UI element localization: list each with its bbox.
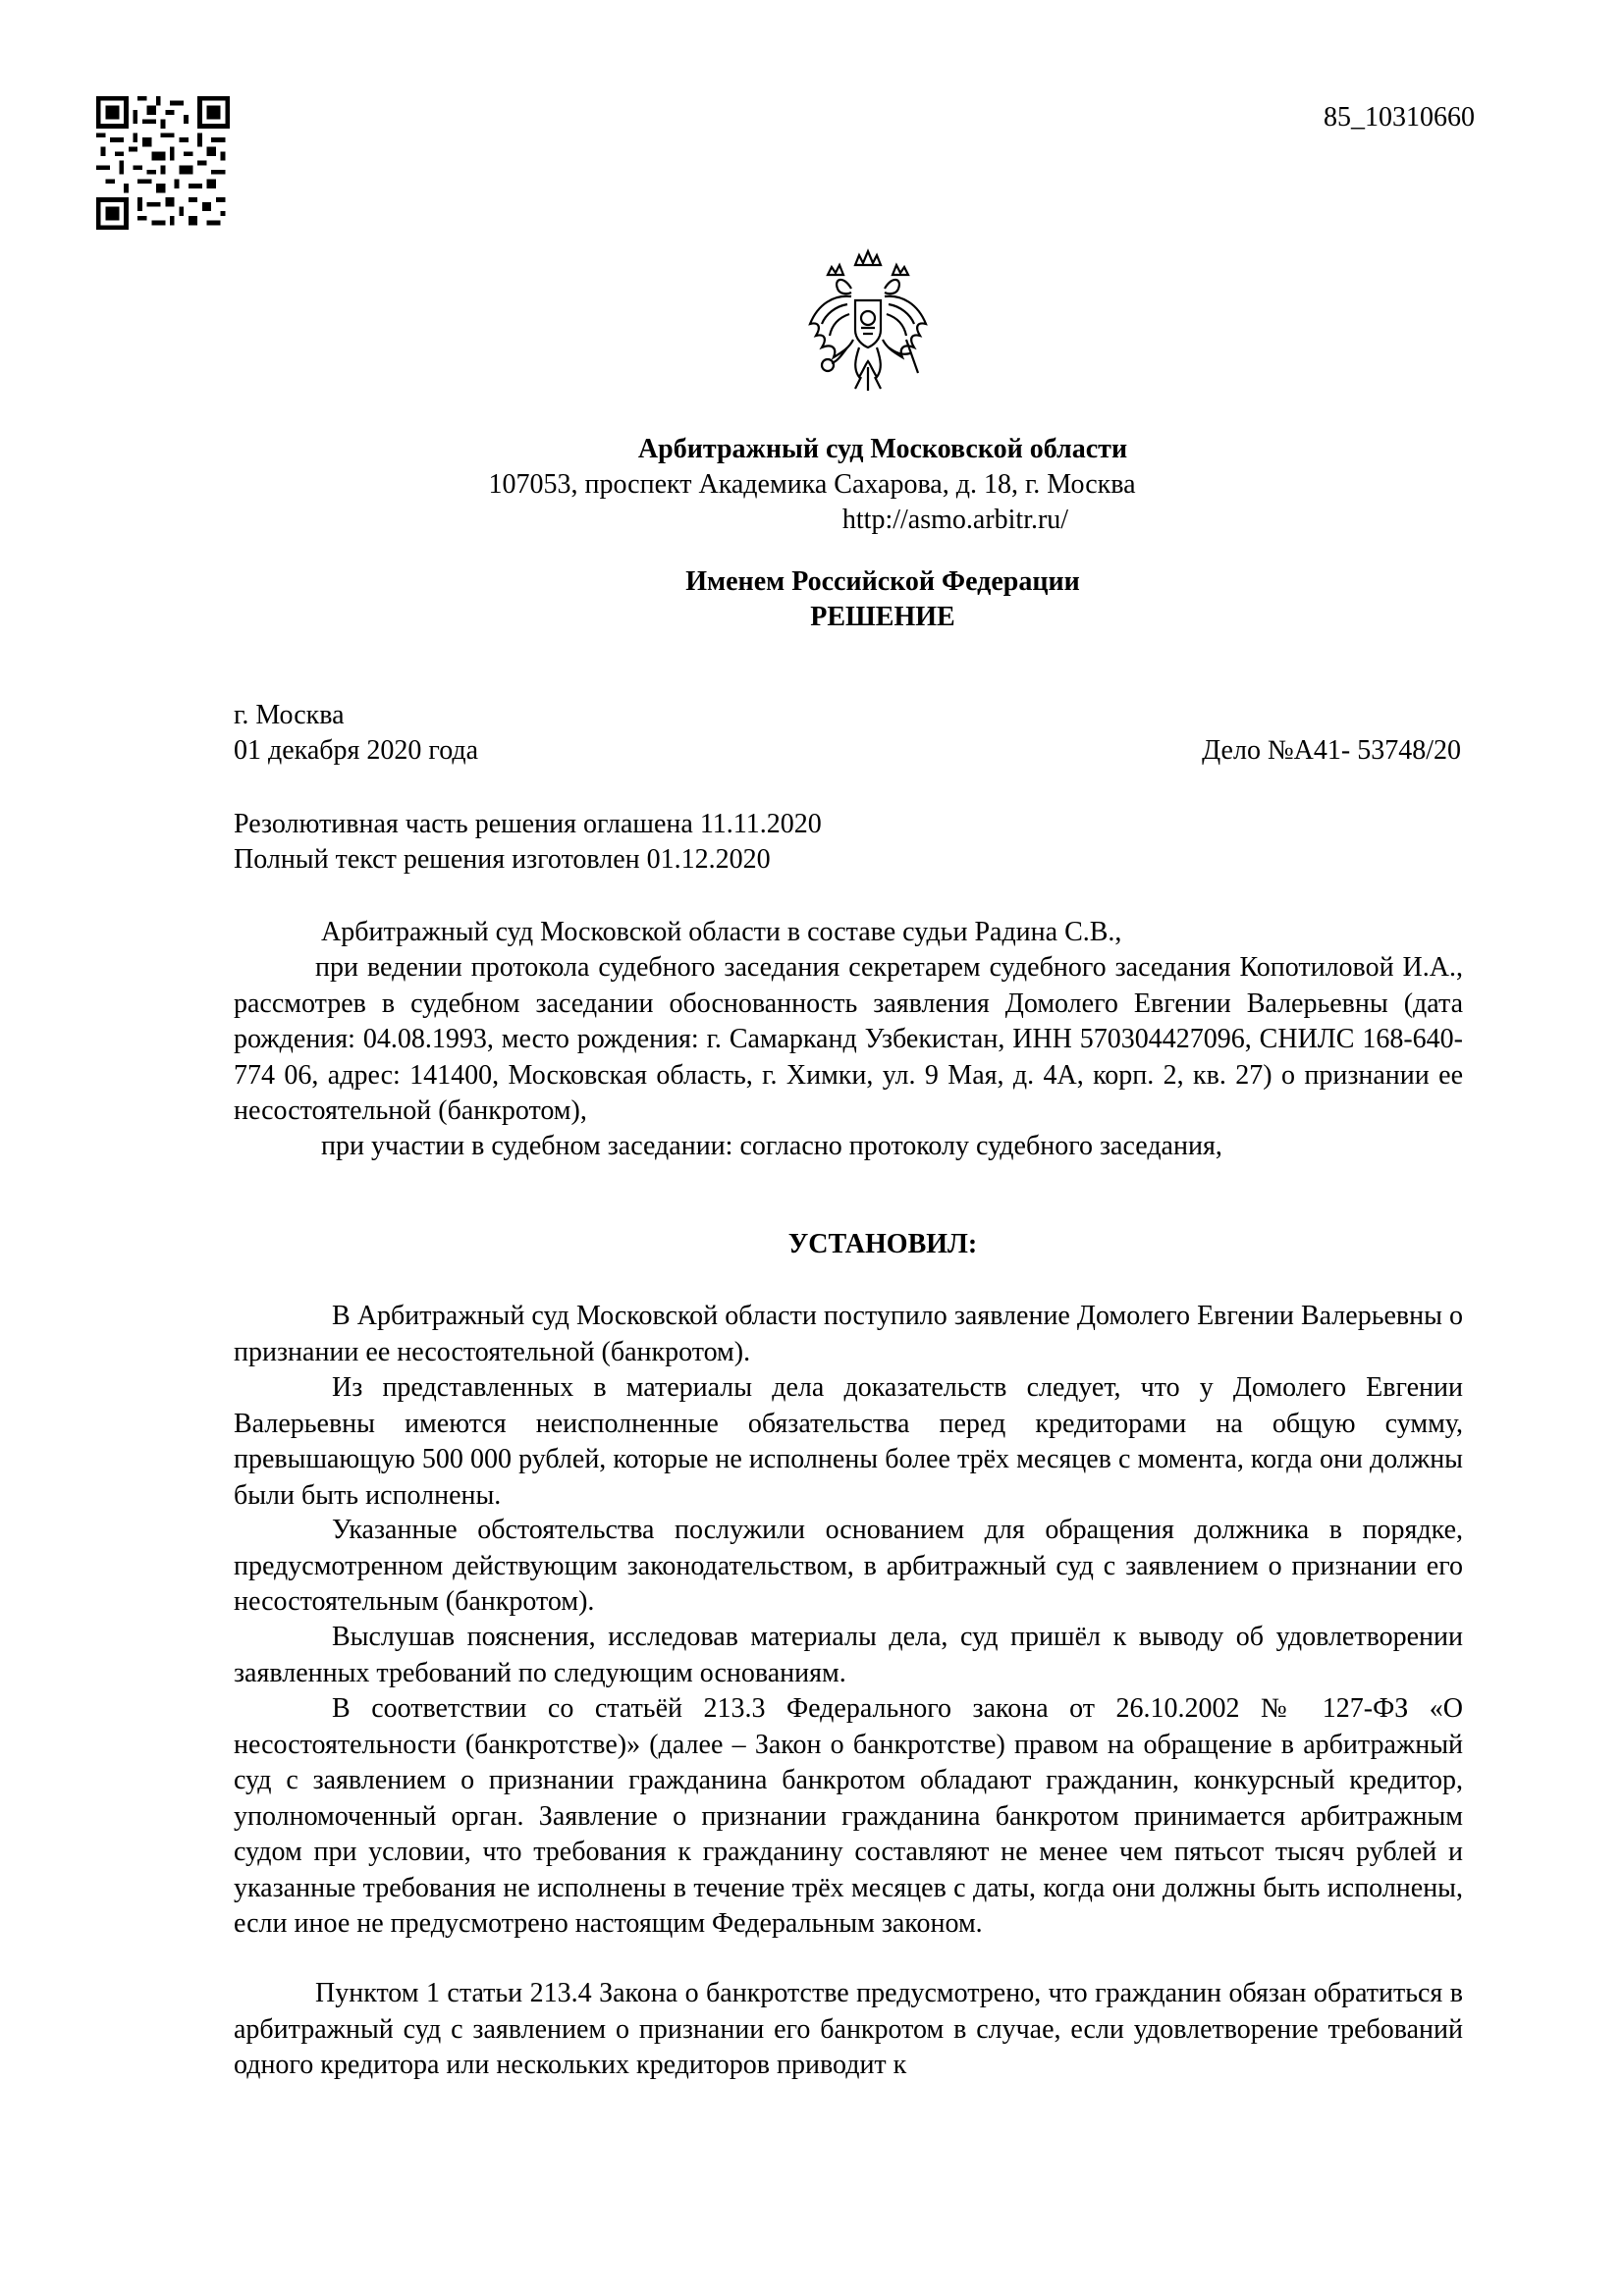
intro-paragraph-3: при участии в судебном заседании: согласно протоколу судебного заседания,	[321, 1131, 1222, 1161]
body-paragraph-2: Из представленных в материалы дела доказательств следует, что у Домолего Евгении Валерьевны имеются неисполненные обязательства перед кредиторами на общую сумму, превышающую 500 000 рублей, которые не исполнены более трёх месяцев с момента, когда они должны были быть исполнены.	[234, 1372, 1463, 1511]
case-number: Дело №А41- 53748/20	[1202, 735, 1461, 766]
coat-of-arms-emblem-icon	[804, 245, 932, 395]
body-paragraph-3: Указанные обстоятельства послужили основанием для обращения должника в порядке, предусмотренном действующим законодательством, в арбитражный суд с заявлением о признании его несостоятельным (банкротом).	[234, 1515, 1463, 1617]
ustanovil-heading: УСТАНОВИЛ:	[787, 1229, 978, 1259]
court-website: http://asmo.arbitr.ru/	[841, 505, 1069, 535]
city: г. Москва	[234, 700, 345, 730]
intro-paragraph-1: Арбитражный суд Московской области в составе судьи Радина С.В.,	[321, 917, 1122, 947]
qr-code-icon	[96, 96, 230, 230]
court-address: 107053, проспект Академика Сахарова, д. 18, г. Москва	[488, 469, 1136, 500]
document-type-heading: РЕШЕНИЕ	[810, 602, 955, 632]
decision-date: 01 декабря 2020 года	[234, 735, 479, 766]
body-paragraph-1: В Арбитражный суд Московской области поступило заявление Домолего Евгении Валерьевны о признании ее несостоятельной (банкротом).	[234, 1301, 1463, 1367]
full-text-note: Полный текст решения изготовлен 01.12.2020	[234, 844, 771, 875]
body-paragraph-5: В соответствии со статьёй 213.3 Федерального закона от 26.10.2002 № 127-ФЗ «О несостоятельности (банкротстве)» (далее – Закон о банкротстве) правом на обращение в арбитражный суд с заявлением о признании гражданина банкротом обладают гражданин, конкурсный кредитор, уполномоченный орган. Заявление о признании гражданина банкротом принимается арбитражным судом при условии, что требования к гражданину составляют не менее чем пятьсот тысяч рублей и указанные требования не исполнены в течение трёх месяцев с даты, когда они должны быть исполнены, если иное не предусмотрено настоящим Федеральным законом.	[234, 1693, 1463, 1939]
body-paragraph-6: Пунктом 1 статьи 213.4 Закона о банкротстве предусмотрено, что гражданин обязан обратиться в арбитражный суд с заявлением о признании его банкротом в случае, если удовлетворение требований одного кредитора или нескольких кредиторов приводит к	[234, 1978, 1463, 2080]
in-name-heading: Именем Российской Федерации	[685, 566, 1080, 597]
intro-paragraph-2: при ведении протокола судебного заседания секретарем судебного заседания Копотиловой И.А., рассмотрев в судебном заседании обоснованность заявления Домолего Евгении Валерьевны (дата рождения: 04.08.1993, место рождения: г. Самарканд Узбекистан, ИНН 570304427096, СНИЛС 168-640-774 06, адрес: 141400, Московская область, г. Химки, ул. 9 Мая, д. 4А, корп. 2, кв. 27) о признании ее несостоятельной (банкротом),	[234, 952, 1463, 1126]
body-paragraph-4: Выслушав пояснения, исследовав материалы дела, суд пришёл к выводу об удовлетворении заявленных требований по следующим основаниям.	[234, 1622, 1463, 1688]
court-name: Арбитражный суд Московской области	[637, 434, 1128, 464]
document-id: 85_10310660	[1324, 102, 1475, 133]
resolution-note: Резолютивная часть решения оглашена 11.11.2020	[234, 809, 822, 839]
